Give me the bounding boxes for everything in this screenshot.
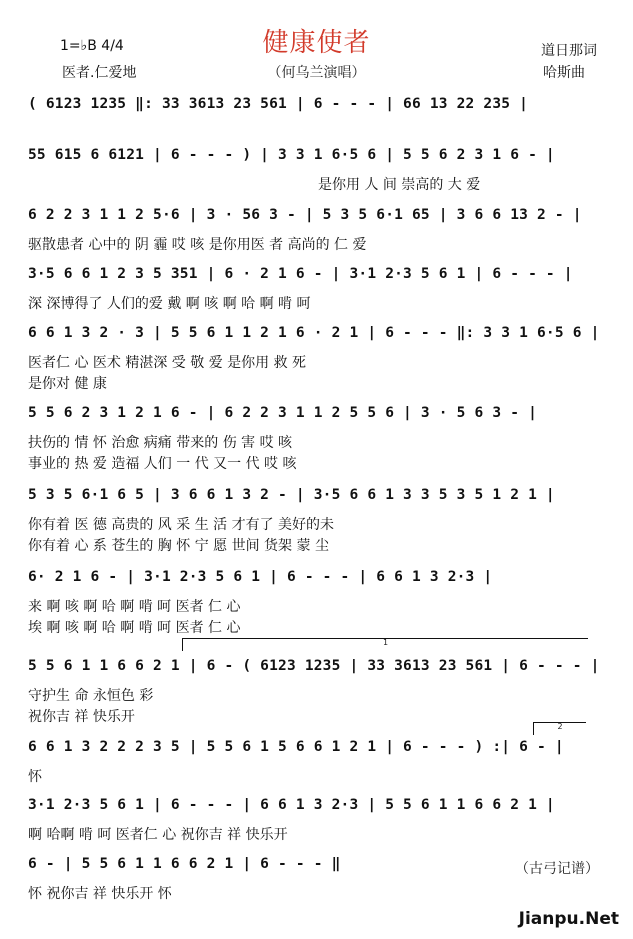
lyric-line: 啊 哈啊 啃 呵 医者仁 心 祝你吉 祥 快乐开 bbox=[28, 827, 288, 843]
site-watermark: Jianpu.Net bbox=[518, 909, 619, 929]
notation-line: 6 6 1 3 2 2 2 3 5 | 5 5 6 1 5 6 6 1 2 1 | 6 - - - ) :| 6 - | bbox=[28, 739, 564, 755]
transcriber-credit: （古弓记谱） bbox=[515, 861, 599, 877]
notation-line: 3·5 6 6 1 2 3 5 351 | 6 · 2 1 6 - | 3·1 2·3 5 6 1 | 6 - - - | bbox=[28, 266, 573, 282]
volta-first-ending: 1 bbox=[182, 638, 588, 651]
lyric-line-2: 祝你吉 祥 快乐开 bbox=[28, 709, 135, 725]
composer-credit: 哈斯曲 bbox=[543, 65, 585, 81]
lyric-line: 驱散患者 心中的 阴 霾 哎 咳 是你用医 者 高尚的 仁 爱 bbox=[28, 237, 367, 253]
key-signature: 1=♭B 4/4 bbox=[60, 38, 124, 54]
tempo-expression: 医者.仁爱地 bbox=[62, 65, 137, 81]
notation-line: ( 6123 1235 ‖: 33 3613 23 561 | 6 - - - | 66 13 22 235 | bbox=[28, 96, 529, 112]
notation-line: 6 6 1 3 2 · 3 | 5 5 6 1 1 2 1 6 · 2 1 | 6 - - - ‖: 3 3 1 6·5 6 | bbox=[28, 325, 600, 341]
notation-line: 6· 2 1 6 - | 3·1 2·3 5 6 1 | 6 - - - | 6 6 1 3 2·3 | bbox=[28, 569, 493, 585]
lyric-line: 扶伤的 情 怀 治愈 病痛 带来的 伤 害 哎 咳 bbox=[28, 435, 293, 451]
lyric-line-2: 你有着 心 系 苍生的 胸 怀 宁 愿 世间 货架 蒙 尘 bbox=[28, 538, 329, 554]
lyricist-credit: 道日那词 bbox=[541, 43, 597, 59]
notation-line: 55 615 6 6121 | 6 - - - ) | 3 3 1 6·5 6 | 5 5 6 2 3 1 6 - | bbox=[28, 147, 555, 163]
volta-second-ending: 2 bbox=[533, 722, 586, 735]
notation-line: 5 5 6 2 3 1 2 1 6 - | 6 2 2 3 1 1 2 5 5 6 | 3 · 5 6 3 - | bbox=[28, 405, 537, 421]
notation-line: 5 5 6 1 1 6 6 2 1 | 6 - ( 6123 1235 | 33 3613 23 561 | 6 - - - | bbox=[28, 658, 600, 674]
notation-line: 3·1 2·3 5 6 1 | 6 - - - | 6 6 1 3 2·3 | 5 5 6 1 1 6 6 2 1 | bbox=[28, 797, 555, 813]
lyric-line: 你有着 医 德 高贵的 风 采 生 活 才有了 美好的未 bbox=[28, 517, 335, 533]
lyric-line-2: 是你对 健 康 bbox=[28, 376, 107, 392]
lyric-line: 守护生 命 永恒色 彩 bbox=[28, 688, 154, 704]
lyric-line-2: 事业的 热 爱 造福 人们 一 代 又一 代 哎 咳 bbox=[28, 456, 297, 472]
lyric-line: 深 深博得了 人们的爱 戴 啊 咳 啊 哈 啊 啃 呵 bbox=[28, 296, 311, 312]
page-title: 健康使者 bbox=[262, 28, 371, 58]
singer-credit: （何乌兰演唱） bbox=[267, 65, 366, 81]
lyric-line: 医者仁 心 医术 精湛深 受 敬 爱 是你用 救 死 bbox=[28, 355, 307, 371]
lyric-line: 来 啊 咳 啊 哈 啊 啃 呵 医者 仁 心 bbox=[28, 599, 241, 615]
lyric-line: 怀 bbox=[28, 769, 42, 785]
notation-line: 5 3 5 6·1 6 5 | 3 6 6 1 3 2 - | 3·5 6 6 1 3 3 5 3 5 1 2 1 | bbox=[28, 487, 555, 503]
lyric-line: 怀 祝你吉 祥 快乐开 怀 bbox=[28, 886, 172, 902]
notation-line: 6 2 2 3 1 1 2 5·6 | 3 · 56 3 - | 5 3 5 6·1 65 | 3 6 6 13 2 - | bbox=[28, 207, 582, 223]
lyric-line-2: 埃 啊 咳 啊 哈 啊 啃 呵 医者 仁 心 bbox=[28, 620, 241, 636]
notation-line: 6 - | 5 5 6 1 1 6 6 2 1 | 6 - - - ‖ bbox=[28, 856, 341, 872]
lyric-line: 是你用 人 间 崇高的 大 爱 bbox=[318, 177, 481, 193]
